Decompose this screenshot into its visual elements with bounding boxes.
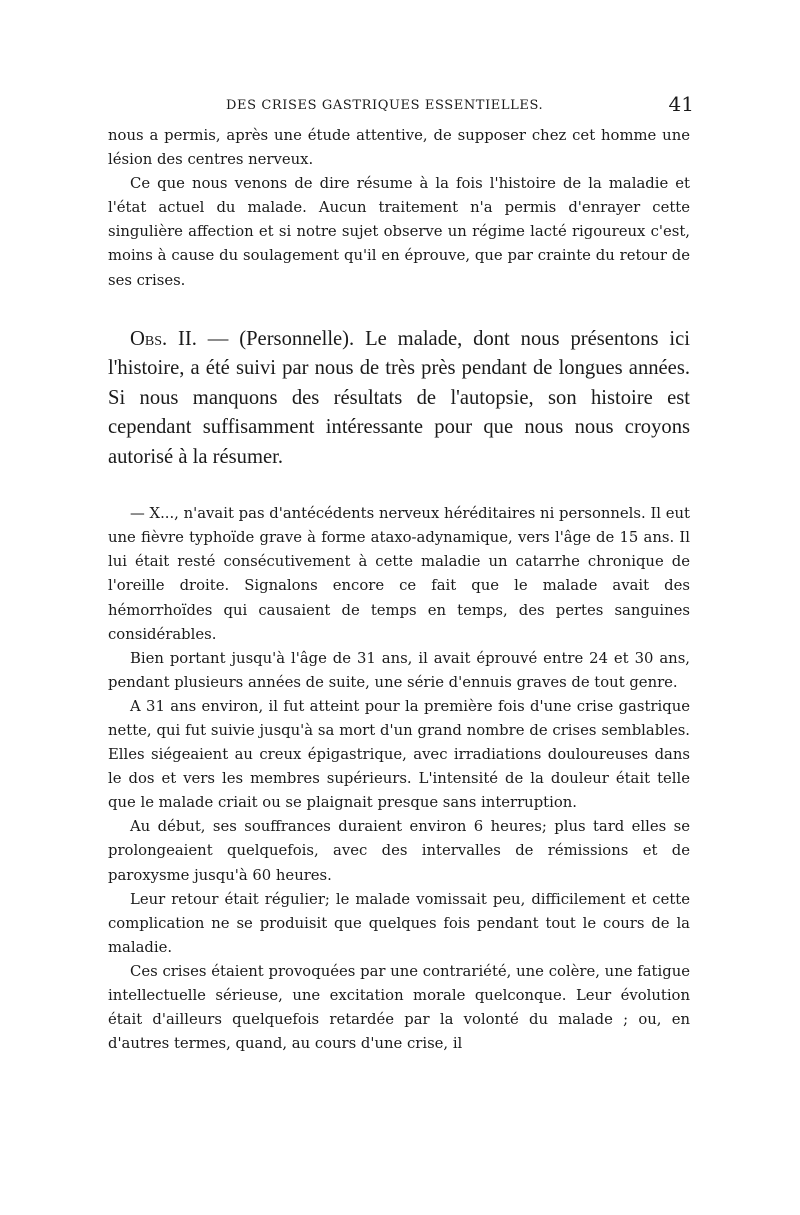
book-page xyxy=(108,92,694,1056)
paragraph-continuation: nous a permis, après une étude attentive, de supposer chez cet homme une lésion des centres nerveux. xyxy=(108,127,690,169)
running-title: DES CRISES GASTRIQUES ESSENTIELLES. xyxy=(226,98,544,113)
observation-intro: — (Personnelle). Le malade, dont nous présentons ici l'histoire, a été suivi par nous de très près pendant de longues années. Si nous manquons des résultats de l'autopsie, son histoire est cependant suffisamment intéressante pour que nous nous croyons autorisé à la résumer. xyxy=(108,327,690,468)
running-head xyxy=(108,92,694,124)
observation-label: Obs. II. xyxy=(130,327,197,350)
paragraph-duration: Au début, ses souffrances duraient environ 6 heures; plus tard elles se prolongeaient quelquefois, avec des intervalles de rémissions et de paroxysme jusqu'à 60 heures. xyxy=(108,818,690,884)
paragraph-summary: Ce que nous venons de dire résume à la fois l'histoire de la maladie et l'état actuel du malade. Aucun traitement n'a permis d'enrayer cette singulière affection et si notre sujet observe un régime lacté rigoureux c'est, moins à cause du soulagement qu'il en éprouve, que par crainte du retour de ses crises. xyxy=(108,175,690,289)
paragraph-age: Bien portant jusqu'à l'âge de 31 ans, il avait éprouvé entre 24 et 30 ans, pendant plusieurs années de suite, une série d'ennuis graves de tout genre. xyxy=(108,649,690,691)
paragraph-first-crisis: A 31 ans environ, il fut atteint pour la première fois d'une crise gastrique nette, qui fut suivie jusqu'à sa mort d'un grand nombre de crises semblables. Elles siégeaient au creux épigastrique, avec irradiations douloureuses dans le dos et vers les membres supérieurs. L'intensité de la douleur était telle que le malade criait ou se plaignait presque sans interruption. xyxy=(108,697,690,812)
paragraph-return: Leur retour était régulier; le malade vomissait peu, difficilement et cette complication ne se produisit que quelques fois pendant tout le cours de la maladie. xyxy=(108,890,690,956)
paragraph-antecedents: — X..., n'avait pas d'antécédents nerveux héréditaires ni personnels. Il eut une fièvre typhoïde grave à forme ataxo-adynamique, vers l'âge de 15 ans. Il lui était resté consécutivement à cette maladie un catarrhe chronique de l'oreille droite. Signalons encore ce fait que le malade avait des hémorrhoïdes qui causaient de temps en temps, des pertes sanguines considérables. xyxy=(108,505,690,643)
paragraph-causes: Ces crises étaient provoquées par une contrariété, une colère, une fatigue intellectuelle sérieuse, une excitation morale quelconque. Leur évolution était d'ailleurs quelquefois retardée par la volonté du malade ; ou, en d'autres termes, quand, au cours d'une crise, il xyxy=(108,962,690,1053)
observation-heading-paragraph xyxy=(108,325,690,473)
page-number: 41 xyxy=(668,92,694,116)
